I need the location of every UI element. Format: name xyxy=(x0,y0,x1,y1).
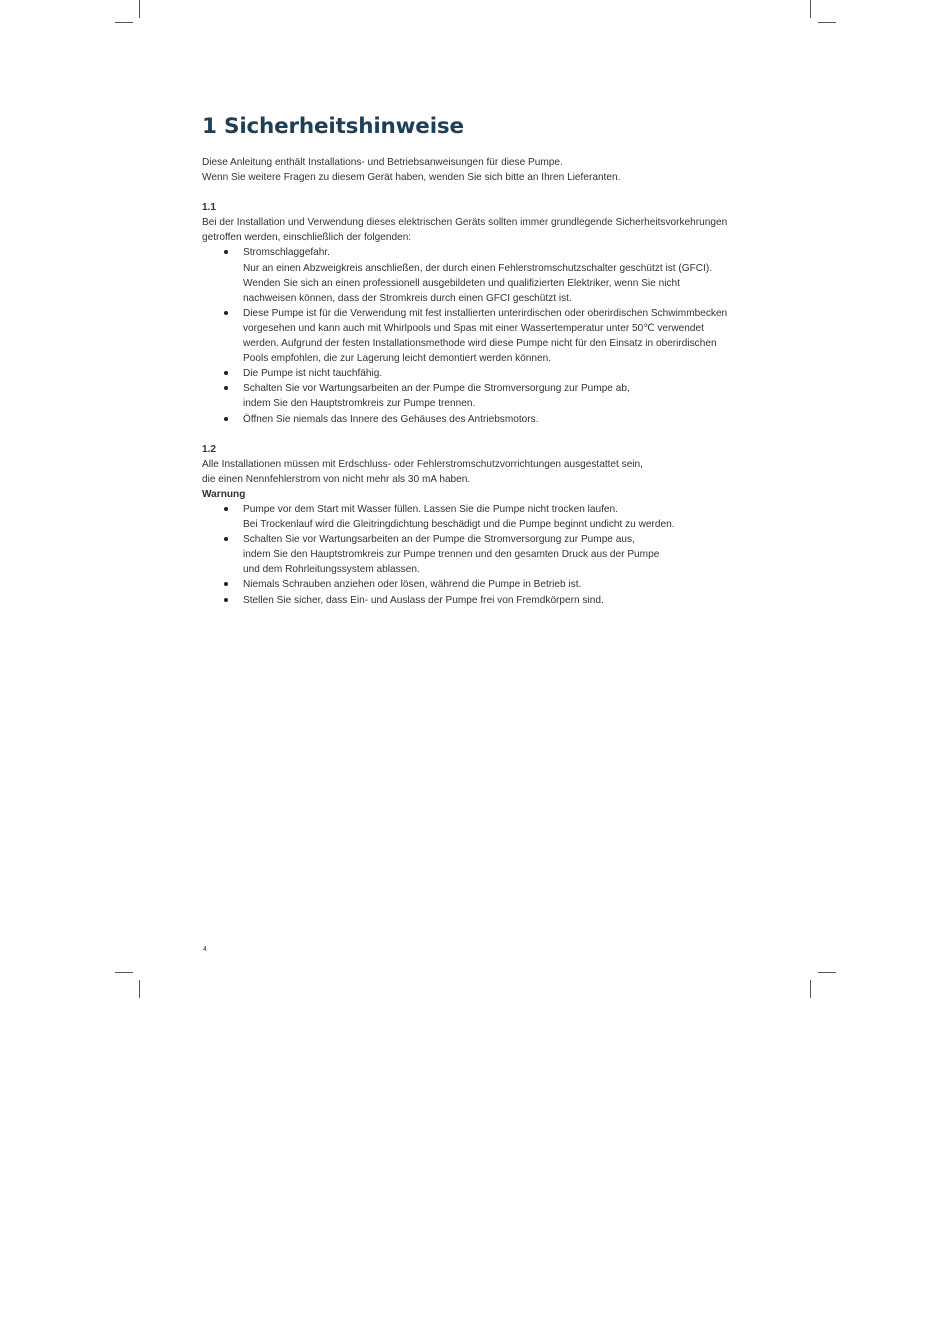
crop-mark-bottom-right-horizontal xyxy=(818,972,836,973)
crop-mark-bottom-left-horizontal xyxy=(115,972,133,973)
bullet-line: Stellen Sie sicher, dass Ein- und Auslass der Pumpe frei von Fremdkörpern sind. xyxy=(243,594,604,606)
bullet-item xyxy=(202,306,762,366)
crop-mark-bottom-left-vertical xyxy=(139,980,140,998)
intro-paragraph xyxy=(202,155,762,185)
crop-mark-top-left-horizontal xyxy=(115,22,133,23)
bullet-line: indem Sie den Hauptstromkreis zur Pumpe trennen und den gesamten Druck aus der Pumpe xyxy=(243,549,660,561)
bullet-line: Bei Trockenlauf wird die Gleitringdichtung beschädigt und die Pumpe beginnt undicht zu werden. xyxy=(243,519,675,531)
bullet-line: Stromschlaggefahr. xyxy=(243,247,330,259)
bullet-line: Wenden Sie sich an einen professionell ausgebildeten und qualifizierten Elektriker, wenn Sie nicht xyxy=(243,277,680,289)
section-text-line: getroffen werden, einschließlich der folgenden: xyxy=(202,232,412,244)
bullet-line: Öffnen Sie niemals das Innere des Gehäuses des Antriebsmotors. xyxy=(243,413,539,425)
bullet-list xyxy=(202,245,762,426)
page-content xyxy=(202,114,762,608)
crop-mark-top-left-vertical xyxy=(139,0,140,18)
bullet-line: vorgesehen und kann auch mit Whirlpools und Spas mit einer Wassertemperatur unter 50℃ verwendet xyxy=(243,322,704,334)
bullet-item xyxy=(202,577,762,592)
bullet-item xyxy=(202,366,762,381)
bullet-item xyxy=(202,532,762,577)
crop-mark-bottom-right-vertical xyxy=(810,980,811,998)
bullet-line: Pools empfohlen, die zur Lagerung leicht demontiert werden können. xyxy=(243,353,552,365)
intro-line: Diese Anleitung enthält Installations- und Betriebsanweisungen für diese Pumpe. xyxy=(202,157,563,168)
page-title: 1 Sicherheitshinweise xyxy=(202,114,464,139)
bullet-line: Schalten Sie vor Wartungsarbeiten an der Pumpe die Stromversorgung zur Pumpe ab, xyxy=(243,383,630,395)
bullet-line: Pumpe vor dem Start mit Wasser füllen. Lassen Sie die Pumpe nicht trocken laufen. xyxy=(243,503,618,515)
bullet-line: Die Pumpe ist nicht tauchfähig. xyxy=(243,368,383,380)
bullet-item xyxy=(202,593,762,608)
section-text-line: Alle Installationen müssen mit Erdschluss- oder Fehlerstromschutzvorrichtungen ausgestattet sein, xyxy=(202,458,643,470)
crop-mark-top-right-vertical xyxy=(810,0,811,18)
section-number: 1.1 xyxy=(202,202,217,214)
section-1-1 xyxy=(202,200,762,426)
bullet-line: und dem Rohrleitungssystem ablassen. xyxy=(243,564,420,576)
section-1-2 xyxy=(202,442,762,608)
section-number: 1.2 xyxy=(202,443,217,455)
bullet-line: Schalten Sie vor Wartungsarbeiten an der Pumpe die Stromversorgung zur Pumpe aus, xyxy=(243,534,635,546)
bullet-item xyxy=(202,381,762,411)
intro-line: Wenn Sie weitere Fragen zu diesem Gerät haben, wenden Sie sich bitte an Ihren Lieferanten. xyxy=(202,172,621,184)
section-text-line: Bei der Installation und Verwendung dieses elektrischen Geräts sollten immer grundlegende Sicherheitsvorkehrungen xyxy=(202,217,728,229)
page-number: 4 xyxy=(203,946,207,953)
crop-mark-top-right-horizontal xyxy=(818,22,836,23)
bullet-list xyxy=(202,502,762,608)
bullet-line: Niemals Schrauben anziehen oder lösen, während die Pumpe in Betrieb ist. xyxy=(243,579,582,591)
section-text-line: die einen Nennfehlerstrom von nicht mehr als 30 mA haben. xyxy=(202,473,471,485)
bullet-item xyxy=(202,502,762,532)
bullet-line: Nur an einen Abzweigkreis anschließen, der durch einen Fehlerstromschutzschalter geschützt ist (GFCI). xyxy=(243,262,713,274)
bullet-line: werden. Aufgrund der festen Installationsmethode wird diese Pumpe nicht für den Einsatz in oberirdischen xyxy=(243,338,717,350)
bullet-item xyxy=(202,412,762,427)
bullet-line: indem Sie den Hauptstromkreis zur Pumpe trennen. xyxy=(243,398,476,410)
bullet-item xyxy=(202,245,762,305)
bullet-line: Diese Pumpe ist für die Verwendung mit fest installierten unterirdischen oder oberirdischen Schwimmbecken xyxy=(243,307,728,319)
bullet-line: nachweisen können, dass der Stromkreis durch einen GFCI geschützt ist. xyxy=(243,292,572,304)
warning-label: Warnung xyxy=(202,488,246,500)
